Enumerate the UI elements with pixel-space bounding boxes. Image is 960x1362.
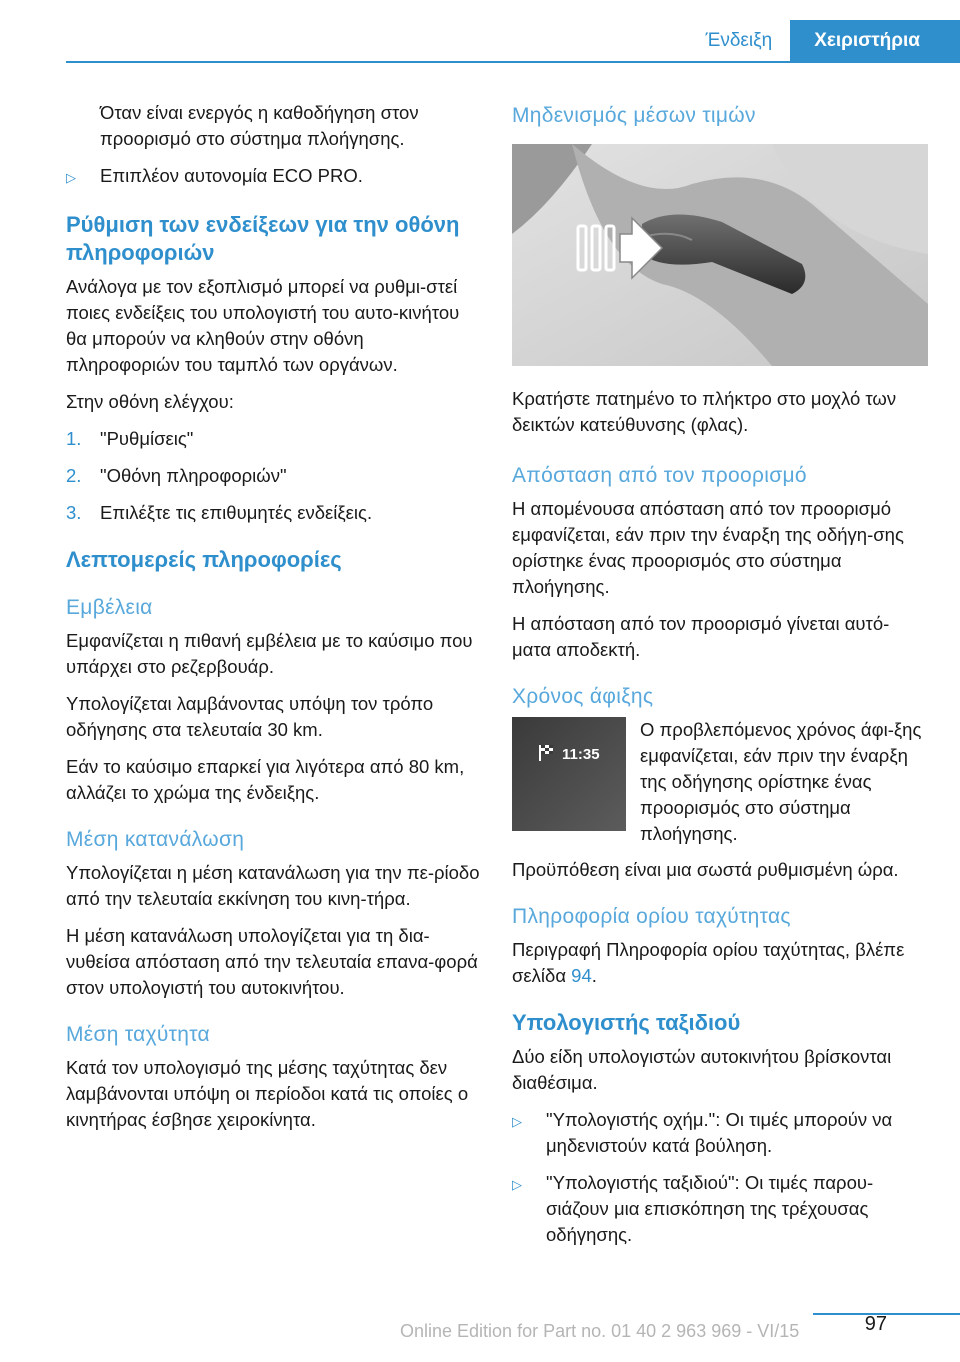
intro-paragraph: Όταν είναι ενεργός η καθοδήγηση στον προορισμό στο σύστημα πλοήγησης. [100, 102, 419, 149]
right-column [512, 100, 926, 1259]
bullet-item [66, 163, 480, 191]
heading-arrival-time: Χρόνος άφιξης [512, 685, 654, 708]
bullet-text: "Υπολογιστής οχήμ.": Οι τιμές μπορούν να μηδενιστούν κατά βούληση. [546, 1109, 893, 1156]
bullet-text: "Υπολογιστής ταξιδιού": Οι τιμές παρου-σιάζουν μια επισκόπηση της τρέχουσας οδήγησης. [546, 1172, 874, 1245]
avg-speed-paragraph: Κατά τον υπολογισμό της μέσης ταχύτητας δεν λαμβάνονται υπόψη οι περίοδοι κατά τις οποίες ο κινητήρας έσβησε χειροκίνητα. [66, 1057, 469, 1130]
triangle-right-icon: ▷ [66, 170, 76, 185]
step-item [66, 500, 480, 526]
avg-consumption-paragraph-1: Υπολογίζεται η μέση κατανάλωση για την πε-ρίοδο από την τελευταία εκκίνηση του κινη-τήρα. [66, 862, 480, 909]
step-item [66, 426, 480, 452]
header-tab-controls[interactable]: Χειριστήρια [790, 20, 960, 62]
edition-note: Online Edition for Part no. 01 40 2 963 969 - VI/15 [400, 1321, 800, 1341]
turn-signal-lever-photo [512, 144, 928, 366]
clock-display-photo [512, 717, 626, 831]
triangle-right-icon: ▷ [512, 1114, 522, 1129]
step-item [66, 463, 480, 489]
page-footer [0, 1313, 960, 1347]
range-paragraph-3: Εάν το καύσιμο επαρκεί για λιγότερα από 80 km, αλλάζει το χρώμα της ένδειξης. [66, 756, 465, 803]
speed-limit-paragraph [512, 937, 926, 989]
heading-details: Λεπτομερείς πληροφορίες [66, 547, 342, 572]
distance-paragraph-1: Η απομένουσα απόσταση από τον προορισμό εμφανίζεται, εάν πριν την έναρξη της οδήγη-σης ορίστηκε ένας προορισμός στο σύστημα πλοήγησης. [512, 498, 904, 597]
left-column [66, 100, 480, 1144]
reset-paragraph: Κρατήστε πατημένο το πλήκτρο στο μοχλό των δεικτών κατεύθυνσης (φλας). [512, 388, 897, 435]
range-paragraph-2: Υπολογίζεται λαμβάνοντας υπόψη τον τρόπο οδήγησης στα τελευταία 30 km. [66, 693, 434, 740]
avg-consumption-paragraph-2: Η μέση κατανάλωση υπολογίζεται για τη δια-νυθείσα απόσταση από την τελευταία επανα-φορά στον υπολογιστή του αυτοκινήτου. [66, 925, 478, 998]
trip-computer-paragraph: Δύο είδη υπολογιστών αυτοκινήτου βρίσκονται διαθέσιμα. [512, 1046, 892, 1093]
range-paragraph-1: Εμφανίζεται η πιθανή εμβέλεια με το καύσιμο που υπάρχει στο ρεζερβουάρ. [66, 630, 473, 677]
heading-range: Εμβέλεια [66, 596, 153, 619]
page-reference-link[interactable]: 94 [571, 965, 592, 986]
step-text: "Οθόνη πληροφοριών" [100, 465, 287, 486]
clock-display [512, 717, 626, 831]
heading-average-consumption: Μέση κατανάλωση [66, 828, 245, 851]
page-header [687, 20, 960, 62]
distance-paragraph-2: Η απόσταση από τον προορισμό γίνεται αυτό-ματα αποδεκτή. [512, 613, 890, 660]
clock-time: 11:35 [562, 746, 600, 763]
arrival-paragraph-1: Ο προβλεπόμενος χρόνος άφι-ξης εμφανίζεται, εάν πριν την έναρξη της οδήγησης ορίστηκε ένας προορισμός στο σύστημα πλοήγησης. [640, 719, 922, 844]
step-number: 1. [66, 428, 82, 449]
lever-illustration [512, 144, 928, 366]
heading-distance-destination: Απόσταση από τον προορισμό [512, 464, 807, 487]
header-tab-index[interactable]: Ένδειξη [705, 30, 773, 51]
page-number: 97 [864, 1313, 887, 1335]
heading-speed-limit-info: Πληροφορία ορίου ταχύτητας [512, 905, 791, 928]
speed-limit-period: . [591, 965, 597, 986]
heading-display-settings: Ρύθμιση των ενδείξεων για την οθόνη πληροφοριών [66, 212, 460, 265]
triangle-right-icon: ▷ [512, 1177, 522, 1192]
arrival-block [512, 717, 926, 847]
bullet-item [512, 1107, 926, 1159]
settings-paragraph: Ανάλογα με τον εξοπλισμό μπορεί να ρυθμι-στεί ποιες ενδείξεις του υπολογιστή του αυτο-κινήτου θα μπορούν να κληθούν στην οθόνη πληροφοριών του ταμπλό των οργάνων. [66, 276, 460, 375]
heading-average-speed: Μέση ταχύτητα [66, 1023, 210, 1046]
header-rule [66, 61, 960, 63]
step-text: "Ρυθμίσεις" [100, 428, 194, 449]
heading-trip-computer: Υπολογιστής ταξιδιού [512, 1010, 741, 1035]
control-display-paragraph: Στην οθόνη ελέγχου: [66, 391, 234, 412]
step-number: 2. [66, 465, 82, 486]
bullet-item [512, 1170, 926, 1248]
heading-reset-averages: Μηδενισμός μέσων τιμών [512, 104, 756, 127]
step-number: 3. [66, 502, 82, 523]
arrival-paragraph-2: Προϋπόθεση είναι μια σωστά ρυθμισμένη ώρα. [512, 859, 899, 880]
bullet-text: Επιπλέον αυτονομία ECO PRO. [100, 165, 363, 186]
speed-limit-text: Περιγραφή Πληροφορία ορίου ταχύτητας, βλέπε σελίδα [512, 939, 905, 986]
step-text: Επιλέξτε τις επιθυμητές ενδείξεις. [100, 502, 373, 523]
